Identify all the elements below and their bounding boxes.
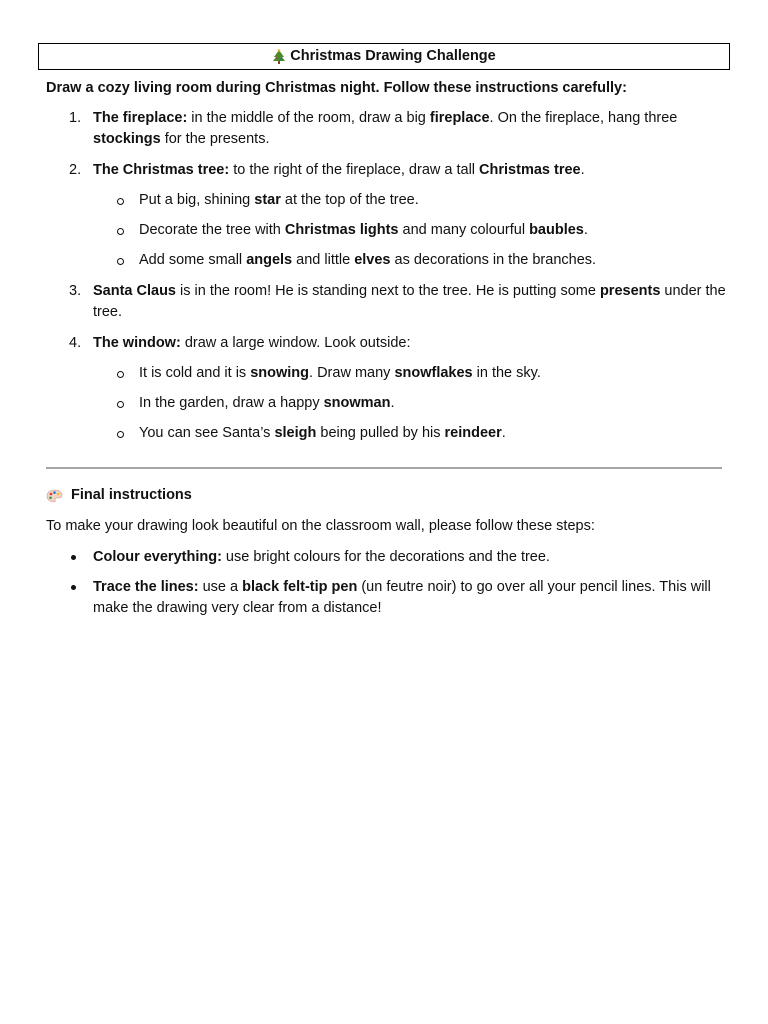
sub-item <box>93 423 726 444</box>
item-text: use bright colours for the decorations and the tree. <box>221 549 550 565</box>
keyword: snowing <box>250 365 310 381</box>
sub-text: In the garden, draw a happy <box>139 395 324 411</box>
sub-text: Add some small <box>139 252 247 268</box>
circle-bullet-icon <box>117 401 124 408</box>
sub-item <box>93 363 726 384</box>
step-christmas-tree <box>46 160 726 271</box>
sub-text: and many colourful <box>398 222 530 238</box>
circle-bullet-icon <box>117 228 124 235</box>
keyword: fireplace <box>429 110 490 126</box>
final-item-trace <box>46 577 726 619</box>
step-santa-claus <box>46 281 726 323</box>
circle-bullet-icon <box>117 431 124 438</box>
sub-text: at the top of the tree. <box>280 192 419 208</box>
title-box <box>38 43 730 70</box>
sub-text: Decorate the tree with <box>139 222 285 238</box>
sub-item <box>93 393 726 414</box>
step-number: 1. <box>69 110 82 126</box>
final-list <box>46 547 726 628</box>
step-text: is in the room! He is standing next to the tree. He is putting some <box>176 283 600 299</box>
page-title: Christmas Drawing Challenge <box>290 48 496 64</box>
intro-text: Draw a cozy living room during Christmas night. Follow these instructions carefully: <box>46 80 627 96</box>
final-intro-text: To make your drawing look beautiful on the classroom wall, please follow these steps: <box>46 518 595 534</box>
keyword: snowman <box>323 395 391 411</box>
final-item-colour <box>46 547 726 568</box>
keyword: snowflakes <box>394 365 473 381</box>
sub-text: in the sky. <box>472 365 541 381</box>
step-text: . On the fireplace, hang three <box>489 110 678 126</box>
bullet-dot-icon <box>71 555 76 560</box>
step-text: for the presents. <box>160 131 270 147</box>
step-text: . <box>580 162 585 178</box>
keyword: presents <box>599 283 661 299</box>
keyword: black felt-tip pen <box>242 579 358 595</box>
step-heading: The fireplace: <box>93 110 188 126</box>
sub-text: as decorations in the branches. <box>390 252 597 268</box>
keyword: star <box>254 192 281 208</box>
keyword: reindeer <box>444 425 502 441</box>
item-heading: Trace the lines: <box>93 579 199 595</box>
palette-icon <box>46 489 63 503</box>
step-text: under the tree. <box>93 283 726 320</box>
sub-text: being pulled by his <box>316 425 445 441</box>
keyword: Christmas lights <box>284 222 399 238</box>
step-text: to the right of the fireplace, draw a tall <box>229 162 480 178</box>
sub-text: . <box>390 395 395 411</box>
instructions <box>46 108 726 454</box>
keyword: Christmas tree <box>479 162 581 178</box>
sub-item <box>93 190 726 211</box>
keyword: elves <box>354 252 391 268</box>
sub-item <box>93 250 726 271</box>
step-text: in the middle of the room, draw a big <box>187 110 430 126</box>
keyword: sleigh <box>274 425 317 441</box>
sub-text: . Draw many <box>309 365 395 381</box>
step-text: draw a large window. Look outside: <box>180 335 411 351</box>
horizontal-divider <box>46 467 722 469</box>
christmas-tree-icon <box>272 49 286 65</box>
item-text: use a <box>198 579 243 595</box>
sub-text: You can see Santa’s <box>139 425 275 441</box>
keyword: baubles <box>529 222 584 238</box>
sub-text: Put a big, shining <box>139 192 255 208</box>
sub-list <box>93 190 726 271</box>
final-heading-text: Final instructions <box>71 487 192 503</box>
step-fireplace <box>46 108 726 150</box>
sub-text: and little <box>292 252 355 268</box>
sub-text: . <box>501 425 506 441</box>
step-heading: The Christmas tree: <box>93 162 230 178</box>
item-text: (un feutre noir) to go over all your pencil lines. This will make the drawing very clear from a distance! <box>93 579 711 616</box>
circle-bullet-icon <box>117 371 124 378</box>
final-heading <box>46 485 192 506</box>
step-window <box>46 333 726 444</box>
step-number: 4. <box>69 335 82 351</box>
item-heading: Colour everything: <box>93 549 222 565</box>
keyword: stockings <box>93 131 161 147</box>
sub-item <box>93 220 726 241</box>
sub-text: It is cold and it is <box>139 365 251 381</box>
sub-list <box>93 363 726 444</box>
bullet-dot-icon <box>71 585 76 590</box>
step-heading: The window: <box>93 335 181 351</box>
sub-text: . <box>583 222 588 238</box>
step-number: 3. <box>69 283 82 299</box>
circle-bullet-icon <box>117 198 124 205</box>
step-heading: Santa Claus <box>93 283 176 299</box>
circle-bullet-icon <box>117 258 124 265</box>
keyword: angels <box>246 252 293 268</box>
step-number: 2. <box>69 162 82 178</box>
